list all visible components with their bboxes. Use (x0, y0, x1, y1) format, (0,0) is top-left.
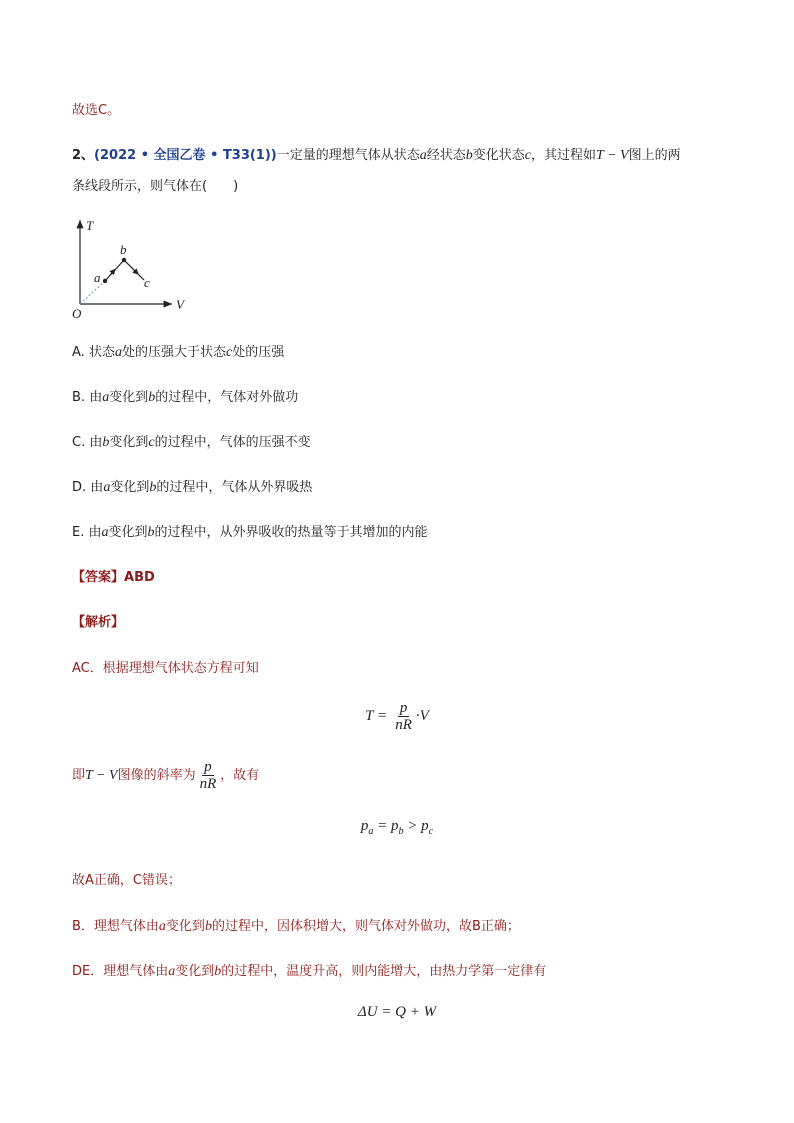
option-text: 状态 (88, 345, 115, 360)
question-line-1 (72, 147, 681, 165)
option-var: b (149, 480, 157, 495)
b-var-b: b (204, 919, 212, 934)
axis-v-label: V (176, 297, 184, 312)
eq2-p: p (360, 818, 369, 834)
option-text: 由 (89, 390, 103, 405)
b-post: 的过程中，因体积增大，则气体对外做功，故B正确； (211, 919, 520, 934)
option-letter: C. (72, 435, 86, 450)
dashed-line (80, 281, 105, 304)
equation-3: ΔU = Q + W (357, 1004, 437, 1020)
question-source-close: ) (270, 148, 277, 163)
question-state-c: c (524, 148, 532, 163)
eq1-den: nR (395, 717, 412, 733)
question-line-2: 条线段所示，则气体在( ) (72, 179, 239, 194)
label-a: a (94, 270, 101, 285)
arrow-ab (110, 270, 115, 276)
question-state-a: a (419, 148, 427, 163)
slope-den: nR (199, 776, 217, 792)
option-var: b (102, 435, 110, 450)
eq2-gt: > (403, 818, 422, 834)
option-letter: B. (72, 390, 86, 405)
option-text: 变化到 (108, 525, 148, 540)
b-mid: 变化到 (165, 919, 205, 934)
option-var: a (101, 525, 109, 540)
slope-num: p (204, 759, 212, 775)
option-text: 由 (89, 435, 103, 450)
question-tv: T − V (596, 148, 629, 163)
label-b: b (120, 242, 127, 257)
question-number: 2、 (72, 148, 95, 163)
eq2-sub-c: c (428, 826, 434, 837)
option-var: b (147, 525, 155, 540)
option-text: 的过程中，从外界吸收的热量等于其增加的内能 (154, 525, 428, 540)
b-pre: B．理想气体由 (72, 919, 159, 934)
analysis-label: 【解析】 (72, 615, 125, 630)
slope-tv: T − V (85, 768, 118, 783)
tv-diagram (68, 212, 198, 322)
slope-fraction (198, 759, 219, 792)
question-text-1: 一定量的理想气体从状态 (276, 148, 420, 163)
question-source-open: ( (94, 148, 100, 163)
option-text: 由 (90, 480, 104, 495)
point-b (122, 258, 126, 262)
conclusion-ac: 故A正确，C错误； (72, 873, 181, 888)
option-letter: E. (72, 525, 85, 540)
eq2-p: p (421, 818, 429, 834)
axis-t-label: T (86, 218, 94, 233)
answer-label: 【答案】 (72, 570, 125, 585)
question-source: 2022 • 全国乙卷 • T33(1) (100, 148, 271, 163)
option-var: c (148, 435, 155, 450)
equation-1 (0, 700, 794, 733)
option-text: 由 (88, 525, 102, 540)
option-d (72, 479, 312, 497)
eq1-lhs: T = (365, 708, 388, 724)
eq2-sub-a: a (368, 826, 374, 837)
option-text: 的过程中，气体的压强不变 (154, 435, 311, 450)
analysis-b-line (72, 918, 520, 936)
option-var: a (102, 390, 110, 405)
de-var-a: a (168, 964, 176, 979)
option-text: 变化到 (109, 390, 149, 405)
question-text-4: ，其过程如 (531, 148, 597, 163)
analysis-ac-line: AC．根据理想气体状态方程可知 (72, 661, 259, 676)
eq2-eq: = (373, 818, 392, 834)
option-var: c (225, 345, 233, 360)
eq2-p: p (391, 818, 399, 834)
option-var: a (103, 480, 111, 495)
eq2-sub-b: b (398, 826, 404, 837)
option-text: 处的压强 (232, 345, 285, 360)
slope-pre: 即 (72, 768, 86, 783)
arrow-bc (132, 268, 138, 274)
option-a (72, 344, 284, 362)
option-c (72, 434, 311, 452)
label-c: c (144, 275, 150, 290)
option-text: 的过程中，气体从外界吸热 (156, 480, 313, 495)
eq1-fraction (393, 700, 414, 733)
slope-line (72, 758, 259, 794)
eq1-num: p (399, 700, 408, 716)
question-state-b: b (465, 148, 473, 163)
eq1-rhs: ·V (415, 708, 429, 724)
analysis-de-line (72, 963, 546, 981)
de-var-b: b (214, 964, 222, 979)
de-post: 的过程中，温度升高，则内能增大，由热力学第一定律有 (221, 964, 547, 979)
equation-2 (0, 818, 794, 837)
answer-line (72, 569, 155, 587)
origin-label: O (72, 306, 82, 321)
de-pre: DE．理想气体由 (72, 964, 169, 979)
slope-post: ，故有 (220, 768, 260, 783)
option-text: 变化到 (110, 480, 150, 495)
question-text-5: 图上的两 (628, 148, 681, 163)
option-e (72, 524, 428, 542)
option-letter: D. (72, 480, 87, 495)
option-var: a (114, 345, 122, 360)
option-text: 变化到 (109, 435, 149, 450)
option-text: 的过程中，气体对外做功 (155, 390, 299, 405)
question-text-2: 经状态 (426, 148, 466, 163)
answer-value: ABD (124, 570, 155, 585)
b-var-a: a (158, 919, 166, 934)
slope-mid: 图像的斜率为 (117, 768, 196, 783)
option-b (72, 389, 298, 407)
intro-conclusion: 故选C。 (72, 103, 121, 118)
de-mid: 变化到 (175, 964, 215, 979)
option-letter: A. (72, 345, 85, 360)
question-text-3: 变化状态 (472, 148, 525, 163)
option-var: b (148, 390, 156, 405)
point-a (103, 279, 107, 283)
option-text: 处的压强大于状态 (121, 345, 226, 360)
